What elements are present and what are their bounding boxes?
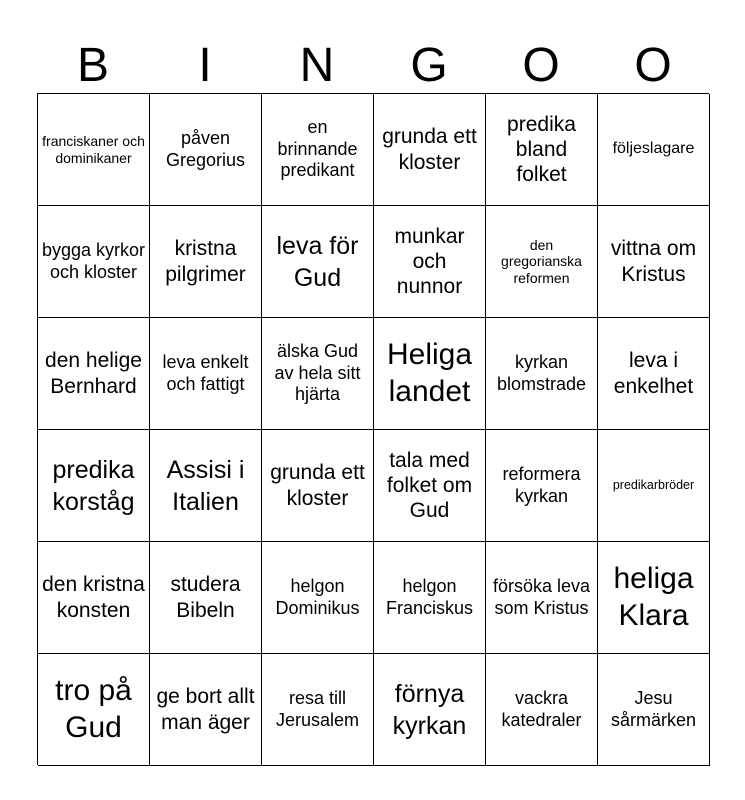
cell-text: resa till Jerusalem (275, 687, 360, 730)
bingo-cell[interactable] (374, 430, 486, 542)
bingo-cell[interactable] (374, 542, 486, 654)
cell-text: helgon Franciskus (385, 575, 474, 618)
bingo-cell[interactable] (262, 318, 374, 430)
bingo-cell[interactable] (262, 206, 374, 318)
cell-text: bygga kyrkor och kloster (41, 239, 146, 282)
bingo-cell[interactable] (374, 206, 486, 318)
bingo-cell[interactable] (598, 542, 710, 654)
bingo-cell[interactable] (38, 94, 150, 206)
cell-text: munkar och nunnor (394, 224, 465, 299)
cell-text: heliga Klara (613, 561, 694, 632)
cell-text: Heliga landet (386, 337, 473, 408)
cell-text: leva enkelt och fattigt (162, 351, 249, 394)
bingo-cell[interactable] (598, 430, 710, 542)
cell-text: den gregorianska reformen (501, 237, 582, 286)
header-letter: O (522, 38, 560, 92)
cell-text: ge bort allt man äger (156, 685, 255, 734)
cell-text: predikarbröder (612, 478, 695, 493)
bingo-cell[interactable] (38, 654, 150, 766)
cell-text: helgon Dominikus (275, 575, 360, 618)
cell-text: tala med folket om Gud (386, 448, 473, 523)
cell-text: älska Gud av hela sitt hjärta (274, 341, 361, 405)
cell-text: en brinnande predikant (277, 117, 358, 181)
bingo-cell[interactable] (374, 94, 486, 206)
bingo-cell[interactable] (150, 654, 262, 766)
cell-text: följeslagare (612, 140, 695, 158)
bingo-cell[interactable] (486, 94, 598, 206)
cell-text: försöka leva som Kristus (492, 575, 591, 618)
bingo-cell[interactable] (486, 430, 598, 542)
bingo-cell[interactable] (38, 542, 150, 654)
bingo-cell[interactable] (150, 94, 262, 206)
cell-text: predika bland folket (507, 112, 576, 187)
cell-text: förnya kyrkan (392, 679, 467, 740)
cell-text: den kristna konsten (42, 573, 145, 622)
bingo-cell[interactable] (486, 654, 598, 766)
bingo-cell[interactable] (150, 318, 262, 430)
bingo-cell[interactable] (38, 206, 150, 318)
cell-text: leva för Gud (276, 231, 359, 292)
bingo-cell[interactable] (598, 318, 710, 430)
header-letter: B (76, 38, 109, 92)
bingo-cell[interactable] (38, 318, 150, 430)
cell-text: grunda ett kloster (270, 461, 365, 510)
bingo-cell[interactable] (598, 94, 710, 206)
cell-text: påven Gregorius (165, 127, 246, 170)
header-letter: G (410, 38, 448, 92)
bingo-card-grid (37, 93, 709, 765)
cell-text: reformera kyrkan (502, 463, 581, 506)
header-letter: I (198, 38, 212, 92)
bingo-header (37, 38, 709, 93)
bingo-cell[interactable] (262, 430, 374, 542)
cell-text: studera Bibeln (170, 573, 241, 622)
cell-text: leva i enkelhet (613, 349, 694, 398)
bingo-cell[interactable] (486, 542, 598, 654)
bingo-cell[interactable] (150, 430, 262, 542)
bingo-cell[interactable] (374, 318, 486, 430)
bingo-cell[interactable] (374, 654, 486, 766)
bingo-cell[interactable] (150, 206, 262, 318)
cell-text: Jesu sårmärken (610, 687, 697, 730)
cell-text: tro på Gud (55, 673, 132, 744)
cell-text: predika korståg (52, 455, 135, 516)
cell-text: kristna pilgrimer (165, 237, 246, 286)
cell-text: den helige Bernhard (45, 349, 142, 398)
bingo-cell[interactable] (486, 206, 598, 318)
header-letter: N (299, 38, 335, 92)
header-letter: O (634, 38, 672, 92)
cell-text: vittna om Kristus (610, 237, 697, 286)
bingo-cell[interactable] (598, 206, 710, 318)
cell-text: franciskaner och dominikaner (42, 133, 145, 166)
cell-text: grunda ett kloster (382, 125, 477, 174)
bingo-cell[interactable] (598, 654, 710, 766)
bingo-cell[interactable] (262, 654, 374, 766)
bingo-cell[interactable] (262, 542, 374, 654)
bingo-cell[interactable] (262, 94, 374, 206)
cell-text: vackra katedraler (501, 687, 582, 730)
bingo-cell[interactable] (150, 542, 262, 654)
cell-text: Assisi i Italien (166, 455, 245, 516)
bingo-cell[interactable] (486, 318, 598, 430)
cell-text: kyrkan blomstrade (496, 351, 587, 394)
bingo-cell[interactable] (38, 430, 150, 542)
